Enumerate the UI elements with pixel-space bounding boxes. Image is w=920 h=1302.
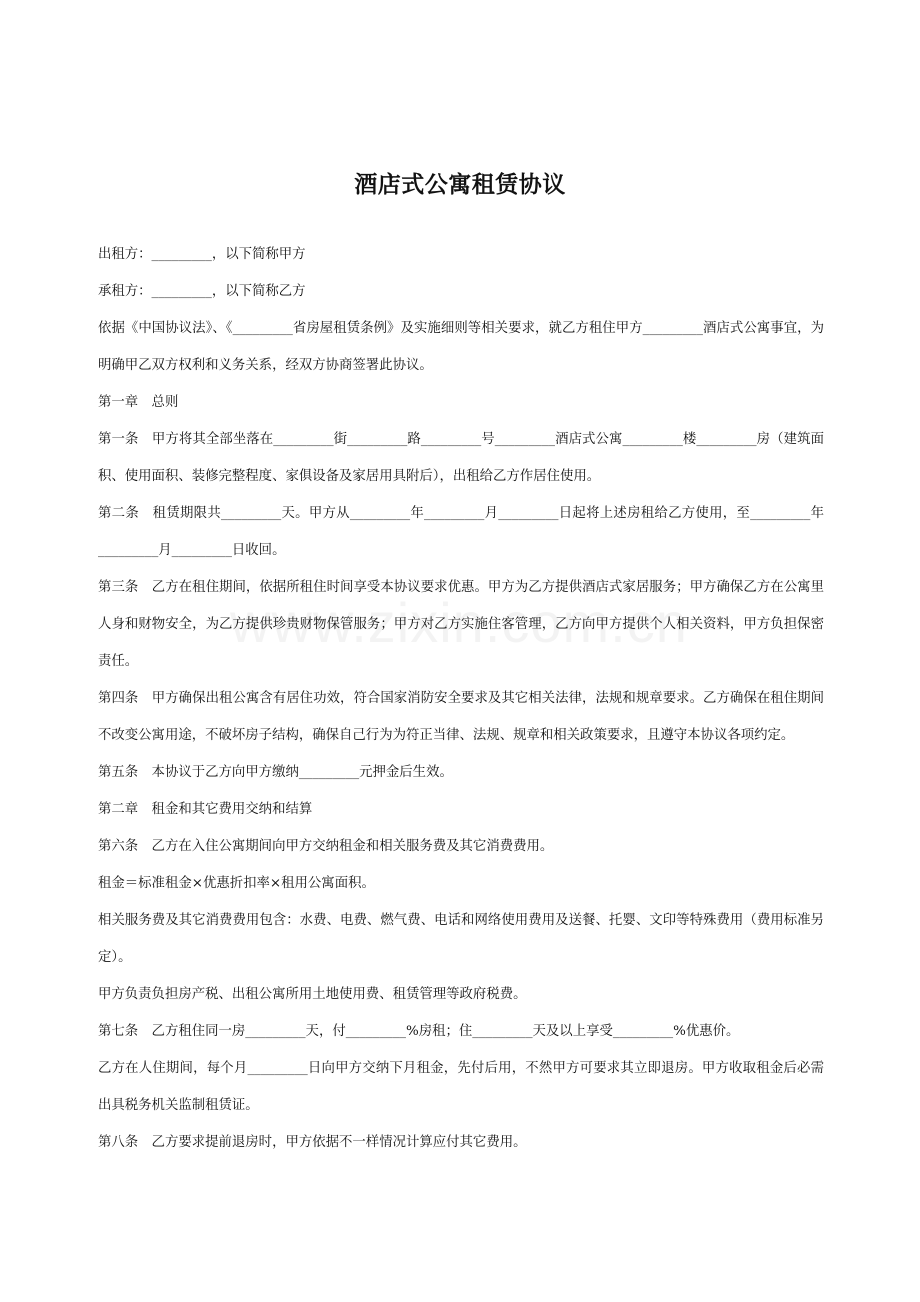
chapter-heading-2: 第二章 租金和其它费用交纳和结算 (98, 802, 313, 817)
rent-formula: 租金＝标准租金×优惠折扣率×租用公寓面积。 (98, 876, 375, 891)
article-6: 第六条 乙方在入住公寓期间向甲方交纳租金和相关服务费及其它消费费用。 (98, 839, 554, 854)
service-fees: 相关服务费及其它消费费用包含：水费、电费、燃气费、电话和网络使用费用及送餐、托婴、文印等特殊费用（费用标准另定）。 (98, 913, 824, 965)
paragraph-preamble: 依据《中国协议法》、《_________省房屋租赁条例》及实施细则等相关要求，就乙方租住甲方_________酒店式公寓事宜，为明确甲乙双方权利和义务关系，经双方协商签署此协议。 (98, 321, 824, 373)
article-2: 第二条 租赁期限共_________天。甲方从_________年_________月_________日起将上述房租给乙方使用，至_________年_________月_________日收回。 (98, 506, 824, 558)
paragraph-lessor: 出租方：_________，以下简称甲方 (98, 247, 306, 262)
article-4: 第四条 甲方确保出租公寓含有居住功效，符合国家消防安全要求及其它相关法律，法规和规章要求。乙方确保在租住期间不改变公寓用途，不破坏房子结构，确保自己行为为符正当律、法规、规章和相关政策要求，且遵守本协议各项约定。 (98, 691, 824, 743)
paragraph-lessee: 承租方：_________，以下简称乙方 (98, 284, 306, 299)
article-1: 第一条 甲方将其全部坐落在_________街_________路_________号_________酒店式公寓_________楼_________房（建筑面积、使用面积、装修完整程度、家俱设备及家居用具附后），出租给乙方作居住使用。 (98, 432, 824, 484)
article-8: 第八条 乙方要求提前退房时，甲方依据不一样情况计算应付其它费用。 (98, 1135, 527, 1150)
taxes-paragraph: 甲方负责负担房产税、出租公寓所用土地使用费、租赁管理等政府税费。 (98, 987, 527, 1002)
article-7: 第七条 乙方租住同一房_________天，付_________%房租；住_________天及以上享受_________%优惠价。 (98, 1024, 740, 1039)
document-title: 酒店式公寓租赁协议 (354, 171, 566, 198)
document-body (98, 236, 824, 1161)
article-5: 第五条 本协议于乙方向甲方缴纳_________元押金后生效。 (98, 765, 453, 780)
chapter-heading-1: 第一章 总则 (98, 395, 179, 410)
article-3: 第三条 乙方在租住期间，依据所租住时间享受本协议要求优惠。甲方为乙方提供酒店式家居服务；甲方确保乙方在公寓里人身和财物安全，为乙方提供珍贵财物保管服务；甲方对乙方实施住客管理，乙方向甲方提供个人相关资料，甲方负担保密责任。 (98, 580, 824, 669)
payment-terms: 乙方在人住期间，每个月_________日向甲方交纳下月租金，先付后用，不然甲方可要求其立即退房。甲方收取租金后必需出具税务机关监制租赁证。 (98, 1061, 824, 1113)
